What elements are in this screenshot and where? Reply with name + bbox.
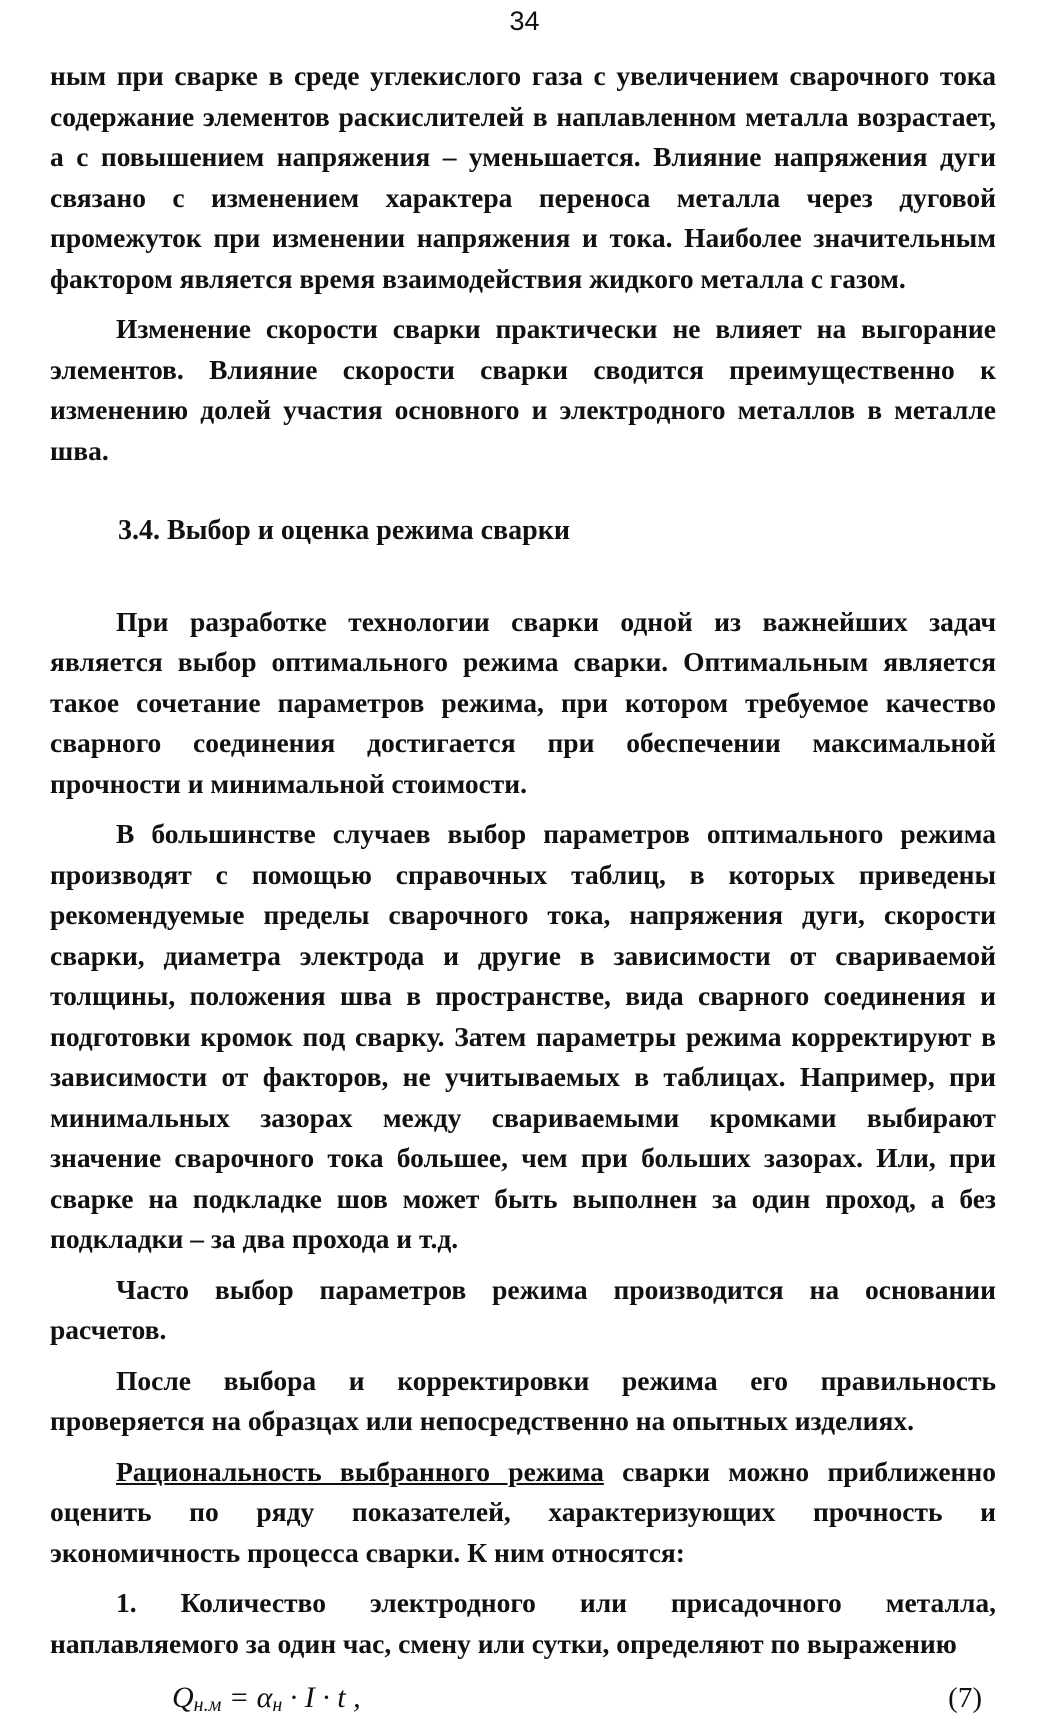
paragraph-rationality-rest: сварки можно приближенно оценить по ряду показателей, характеризующих прочность и экономичность процесса сварки. К ним относятся: — [50, 1455, 996, 1568]
formula-expression — [172, 1678, 361, 1726]
list-item-1: 1. Количество электродного или присадочного металла, наплавляемого за один час, смену или сутки, определяют по выражению — [50, 1587, 996, 1659]
paragraph-optimal-mode: При разработке технологии сварки одной из важнейших задач является выбор оптимального режима сварки. Оптимальным является такое сочетание параметров режима, при котором требуемое качество сварного соединения достигается при обеспечении максимальной прочности и минимальной стоимости. — [50, 605, 996, 799]
page-body — [50, 56, 996, 1730]
paragraph-verification: После выбора и корректировки режима его правильность проверяется на образцах или непосредственно на опытных изделиях. — [50, 1364, 996, 1436]
paragraph-welding-speed: Изменение скорости сварки практически не влияет на выгорание элементов. Влияние скорости сварки сводится преимущественно к изменению долей участия основного и электродного металлов в металле шва. — [50, 313, 996, 466]
formula-alpha-symbol: α — [256, 1681, 273, 1714]
page-number: 34 — [509, 6, 540, 36]
paragraph-calculations: Часто выбор параметров режима производится на основании расчетов. — [50, 1273, 996, 1345]
formula-equals: = — [221, 1681, 257, 1714]
underlined-term: Рациональность выбранного режима — [116, 1455, 604, 1487]
equation-number: (7) — [948, 1682, 982, 1714]
paragraph-continuation: ным при сварке в среде углекислого газа с увеличением сварочного тока содержание элементов раскислителей в наплавленном металла возрастает, а с повышением напряжения – уменьшается. Влияние напряжения дуги связано с изменением характера переноса металла через дуговой промежуток при изменении напряжения и тока. Наиболее значительным фактором является время взаимодействия жидкого металла с газом. — [50, 60, 996, 294]
equation-7 — [50, 1672, 996, 1730]
paragraph-reference-tables: В большинстве случаев выбор параметров оптимального режима производят с помощью справочных таблиц, в которых приведены рекомендуемые пределы сварочного тока, напряжения дуги, скорости сварки, диаметра электрода и другие в зависимости от свариваемой толщины, положения шва в пространстве, вида сварного соединения и подготовки кромок под сварку. Затем параметры режима корректируют в зависимости от факторов, не учитываемых в таблицах. Например, при минимальных зазорах между свариваемыми кромками выбирают значение сварочного тока большее, чем при больших зазорах. Или, при сварке на подкладке шов может быть выполнен за один проход, а без подкладки – за два прохода и т.д. — [50, 818, 996, 1254]
paragraph-rationality — [50, 1452, 996, 1574]
section-heading: 3.4. Выбор и оценка режима сварки — [118, 515, 570, 546]
formula-rhs: · I · t , — [282, 1681, 361, 1714]
formula-alpha-subscript: н — [272, 1694, 283, 1716]
formula-lhs-subscript: н.м — [193, 1694, 222, 1716]
formula-lhs-symbol: Q — [172, 1681, 194, 1714]
